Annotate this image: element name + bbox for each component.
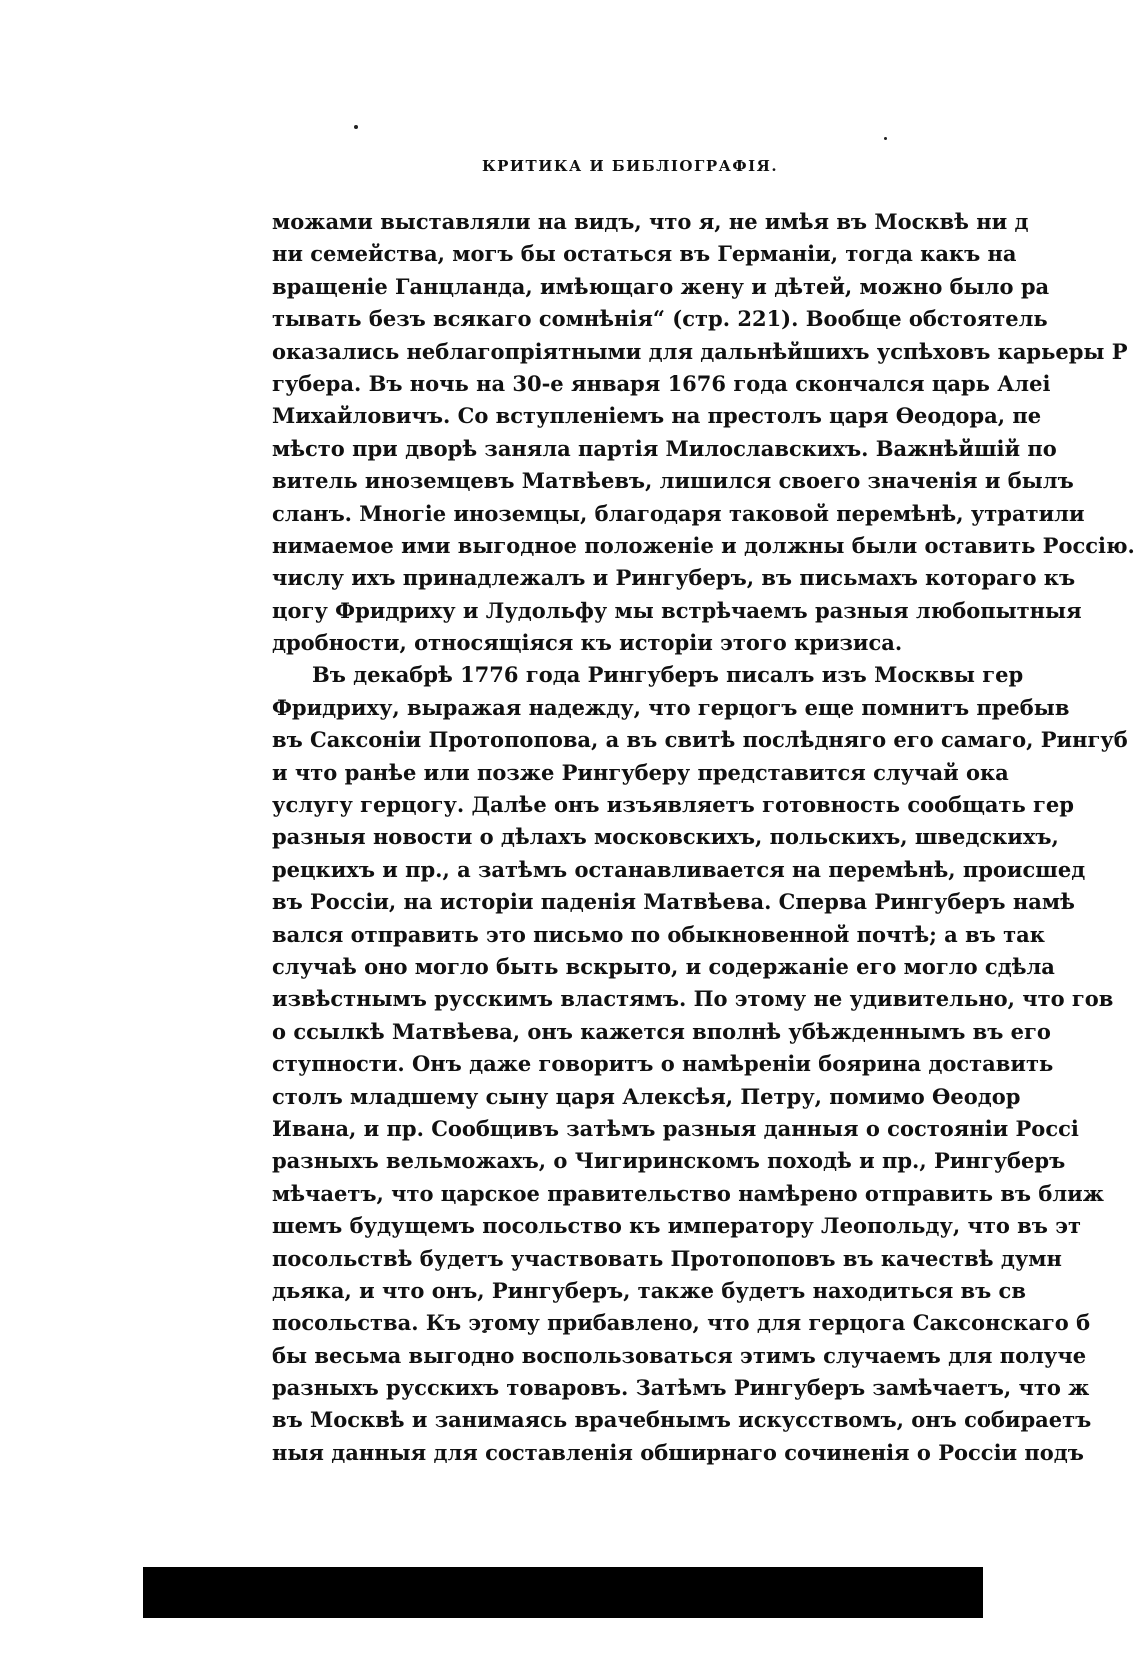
text-line: о ссылкѣ Матвѣева, онъ кажется вполнѣ убѣжденнымъ въ его bbox=[272, 1018, 1051, 1044]
text-line: рецкихъ и пр., а затѣмъ останавливается на перемѣнѣ, происшед bbox=[272, 856, 1086, 882]
text-line: посольства. Къ этому прибавлено, что для герцога Саксонскаго б bbox=[272, 1310, 1091, 1336]
text-line: мѣсто при дворѣ заняла партія Милославскихъ. Важнѣйшій по bbox=[272, 435, 1057, 461]
text-line: и что ранѣе или позже Рингуберу представится случай ока bbox=[272, 759, 1009, 785]
text-line: сланъ. Многіе иноземцы, благодаря таковой перемѣнѣ, утратили bbox=[272, 500, 1085, 526]
text-line: Фридриху, выражая надежду, что герцогъ еще помнитъ пребыв bbox=[272, 694, 1070, 720]
text-line: губера. Въ ночь на 30-е января 1676 года скончался царь Алеі bbox=[272, 370, 1051, 396]
running-header: КРИТИКА И БИБЛІОГРАФІЯ. bbox=[481, 157, 779, 175]
text-line: въ Саксоніи Протопопова, а въ свитѣ послѣдняго его самаго, Рингуб bbox=[272, 727, 1128, 753]
text-line: ни семейства, могъ бы остаться въ Германіи, тогда какъ на bbox=[272, 241, 1017, 267]
text-line: тывать безъ всякаго сомнѣнія“ (стр. 221). Вообще обстоятель bbox=[272, 306, 1048, 332]
text-line: Въ декабрѣ 1776 года Рингуберъ писалъ изъ Москвы гер bbox=[312, 662, 1024, 688]
text-line: Ивана, и пр. Сообщивъ затѣмъ разныя данныя о состояніи Россі bbox=[272, 1115, 1079, 1141]
text-line: числу ихъ принадлежалъ и Рингуберъ, въ письмахъ котораго къ bbox=[272, 565, 1076, 591]
text-line: услугу герцогу. Далѣе онъ изъявляетъ готовность сообщать гер bbox=[272, 792, 1074, 818]
text-line: извѣстнымъ русскимъ властямъ. По этому не удивительно, что гов bbox=[272, 986, 1114, 1012]
text-line: въ Россіи, на исторіи паденія Матвѣева. Сперва Рингуберъ намѣ bbox=[272, 889, 1075, 915]
text-line: вался отправить это письмо по обыкновенной почтѣ; а въ так bbox=[272, 921, 1045, 947]
text-line: вращеніе Ганцланда, имѣющаго жену и дѣтей, можно было ра bbox=[272, 273, 1050, 299]
ink-speck bbox=[354, 125, 358, 129]
text-line: нимаемое ими выгодное положеніе и должны были оставить Россію. bbox=[272, 532, 1135, 558]
text-line: цогу Фридриху и Лудольфу мы встрѣчаемъ разныя любопытныя bbox=[272, 597, 1082, 623]
text-line: оказались неблагопріятными для дальнѣйшихъ успѣховъ карьеры Р bbox=[272, 338, 1128, 364]
text-line: ныя данныя для составленія обширнаго сочиненія о Россіи подъ bbox=[272, 1439, 1084, 1465]
ink-speck bbox=[884, 137, 887, 140]
text-line: разныхъ вельможахъ, о Чигиринскомъ походѣ и пр., Рингуберъ bbox=[272, 1148, 1066, 1174]
text-line: Михайловичъ. Со вступленіемъ на престолъ царя Өеодора, пе bbox=[272, 403, 1042, 429]
text-line: посольствѣ будетъ участвовать Протопоповъ въ качествѣ думн bbox=[272, 1245, 1062, 1271]
text-line: можами выставляли на видъ, что я, не имѣя въ Москвѣ ни д bbox=[272, 209, 1029, 234]
text-line: бы весьма выгодно воспользоваться этимъ случаемъ для получе bbox=[272, 1342, 1087, 1368]
text-line: витель иноземцевъ Матвѣевъ, лишился своего значенія и былъ bbox=[272, 468, 1074, 494]
text-line: разныхъ русскихъ товаровъ. Затѣмъ Рингуберъ замѣчаетъ, что ж bbox=[272, 1375, 1090, 1401]
text-line: случаѣ оно могло быть вскрыто, и содержаніе его могло сдѣла bbox=[272, 953, 1055, 979]
text-line: разныя новости о дѣлахъ московскихъ, польскихъ, шведскихъ, bbox=[272, 824, 1059, 850]
text-line: столъ младшему сыну царя Алексѣя, Петру, помимо Өеодор bbox=[272, 1083, 1021, 1109]
text-line: дьяка, и что онъ, Рингуберъ, также будетъ находиться въ св bbox=[272, 1277, 1026, 1303]
text-line: шемъ будущемъ посольство къ императору Леопольду, что въ эт bbox=[272, 1213, 1081, 1239]
scan-border-bar bbox=[143, 1567, 983, 1618]
text-line: мѣчаетъ, что царское правительство намѣрено отправить въ ближ bbox=[272, 1180, 1104, 1206]
text-line: въ Москвѣ и занимаясь врачебнымъ искусствомъ, онъ собираетъ bbox=[272, 1407, 1092, 1433]
body-text bbox=[272, 206, 1135, 1469]
text-line: дробности, относящіяся къ исторіи этого кризиса. bbox=[272, 630, 903, 656]
text-line: ступности. Онъ даже говоритъ о намѣреніи боярина доставить bbox=[272, 1051, 1054, 1077]
